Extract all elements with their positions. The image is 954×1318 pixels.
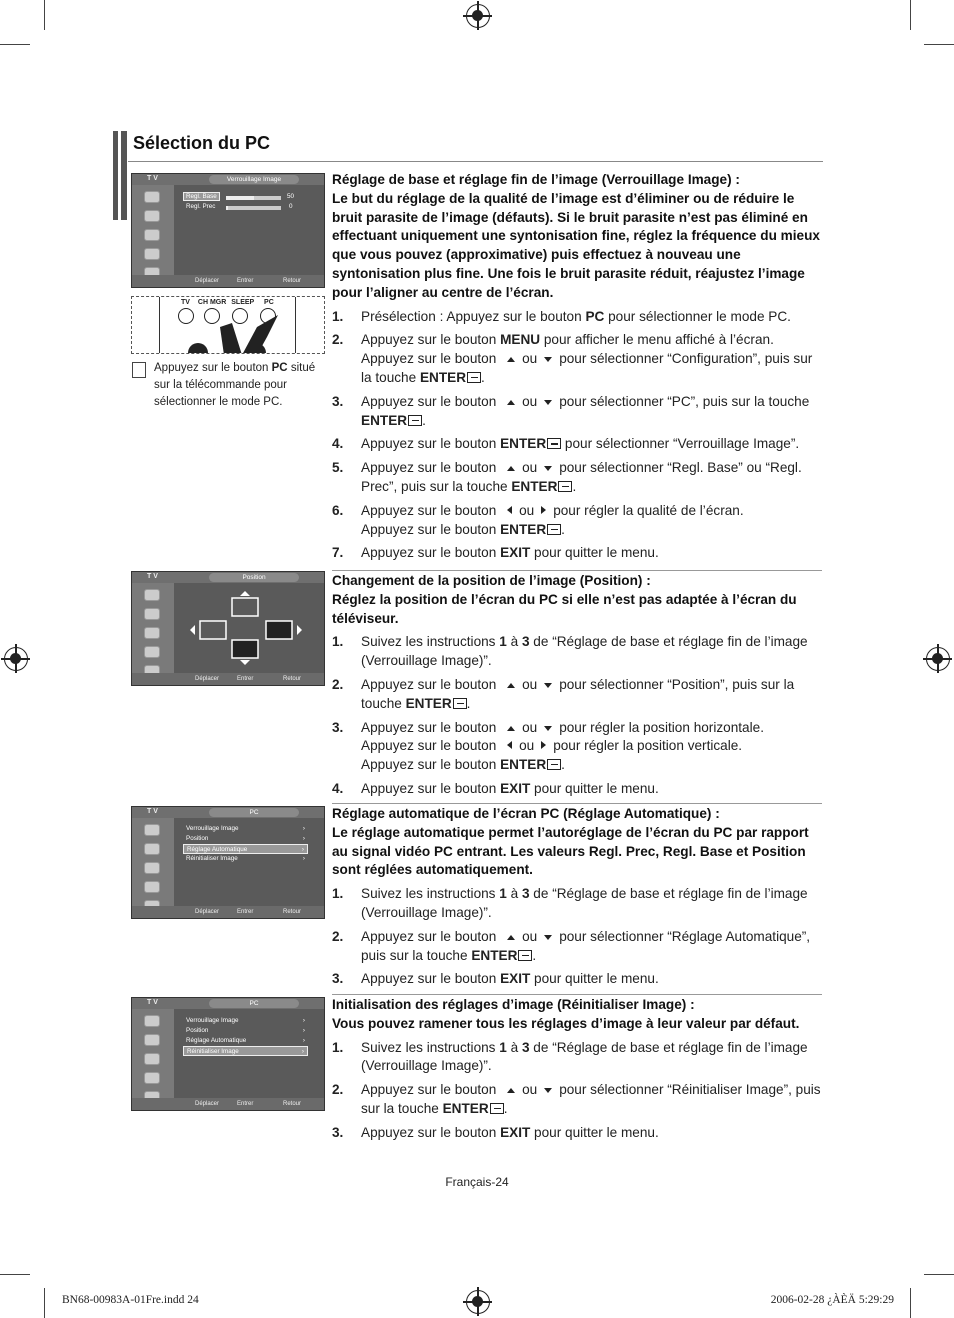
step-key: EXIT [500,780,531,796]
registration-mark-icon [466,1290,490,1314]
step-text: Appuyez sur le bouton [361,780,501,796]
section-heading: Réglage de base et réglage fin de l’image (Verrouillage Image) : [332,172,740,187]
right-arrow-icon [541,741,546,749]
osd-footer-move: Déplacer [195,909,220,915]
picture-icon [144,191,160,203]
step-key: EXIT [500,971,531,987]
setup-icon [144,248,160,260]
picture-icon [144,589,160,601]
osd-footer [132,906,324,918]
up-arrow-icon [507,726,515,731]
sound-icon [144,843,160,855]
step-text: de “Réglage de base et réglage fin de l’image (Verrouillage Image)”. [361,634,808,669]
step-text: pour sélectionner “Verrouillage Image”. [561,436,800,452]
section-intro: Réglez la position de l’écran du PC si elle n’est pas adaptée à l’écran du téléviseur. [332,591,797,626]
setup-icon [144,881,160,893]
osd-menu-item: Réinitialiser Image › [183,854,308,864]
osd-footer-back: Retour [283,676,302,682]
step-text: Appuyez sur le bouton [361,332,501,348]
section-position [332,572,822,799]
step [332,633,822,671]
step [332,970,822,989]
osd-sidebar [132,185,174,275]
step-key: EXIT [500,1124,531,1140]
step-key: 1 [499,1039,507,1055]
down-arrow-icon [544,357,552,362]
osd-footer-move: Déplacer [195,676,220,682]
step: 2. Appuyez sur le bouton ou pour sélectionner “Position”, puis sur la touche ENTER . [332,676,795,711]
picture-icon [144,824,160,836]
step-text: pour sélectionner “Réinitialiser Image”, puis sur la touche [361,1082,821,1116]
section-divider [332,994,822,995]
step-text: Appuyez sur le bouton [361,545,501,561]
step-text: Appuyez sur le bouton [361,436,501,452]
channel-icon [144,627,160,639]
remote-label-chmgr: CH MGR [197,299,227,306]
osd-slider-track [226,196,281,200]
step-text: ou [522,928,538,944]
step-number: 2. [332,928,344,944]
step [332,780,822,799]
down-arrow-icon [544,400,552,405]
section-divider [332,570,822,571]
step-text: pour sélectionner “PC”, puis sur la touche [559,393,810,409]
osd-footer-back: Retour [283,278,302,284]
step-text: Appuyez sur le bouton [361,928,501,944]
step-text: Suivez les instructions [361,886,500,902]
osd-footer-move: Déplacer [195,278,220,284]
section-intro: Le réglage automatique permet l’autoréglage de l’écran du PC par rapport au signal vidéo PC entrant. Les valeurs Regl. Prec, Regl. Base et Position sont réglées automatiquement. [332,824,809,878]
step-text: pour quitter le menu. [530,971,659,987]
osd-sidebar [132,1009,174,1098]
step-text: de “Réglage de base et réglage fin de l’image (Verrouillage Image)”. [361,1039,808,1074]
step-text: pour sélectionner “Position”, puis sur la touche [361,676,795,711]
note-text-post: situé sur la télécommande pour sélectionner le mode PC. [154,362,316,408]
step-text: pour sélectionner “Configuration”, puis sur la touche [361,351,813,385]
step-text: pour régler la position verticale. [553,738,743,754]
step-key: ENTER [511,478,558,494]
step-number: 1. [332,1039,344,1055]
osd-footer [132,275,324,287]
step-number: 1. [332,308,344,324]
osd-footer-enter: Entrer [237,278,254,284]
step-key: PC [585,308,605,324]
step-text: Appuyez sur le bouton [361,393,501,409]
crop-mark [0,44,30,45]
step-number: 2. [332,1082,344,1098]
step-key: 1 [499,634,507,650]
step-key: ENTER [500,521,547,537]
step-text: pour sélectionner le mode PC. [604,308,791,324]
section-heading: Changement de la position de l’image (Position) : [332,573,651,588]
step: 6. Appuyez sur le bouton ou pour régler la qualité de l’écran. Appuyez sur le bouton ENTER . [332,502,744,537]
osd-sidebar [132,818,174,906]
step [332,1124,822,1143]
step [332,544,822,563]
osd-menu-item-selected: Réglage Automatique › [183,844,308,854]
enter-icon [547,759,561,770]
step-text: ou [522,460,538,476]
step-text: Suivez les instructions [361,634,500,650]
step-text: pour régler la qualité de l’écran. [553,502,744,518]
sound-icon [144,1034,160,1046]
setup-icon [144,646,160,658]
step-text: Suivez les instructions [361,1039,500,1055]
step: 2. Appuyez sur le bouton ou pour sélectionner “Réglage Automatique”, puis sur la touche ENTER . [332,928,811,963]
section-intro: Vous pouvez ramener tous les réglages d’image à leur valeur par défaut. [332,1015,800,1031]
up-arrow-icon [507,466,515,471]
remote-label-tv: TV [181,299,190,306]
step-key: ENTER [442,1100,489,1116]
step: 5. Appuyez sur le bouton ou pour sélectionner “Regl. Base” ou “Regl. Prec”, puis sur la touche ENTER . [332,460,802,494]
note-pc-button [132,360,326,411]
registration-mark-icon [466,4,490,28]
section-auto-adjust [332,805,822,989]
left-arrow-icon [507,506,512,514]
enter-icon [558,481,572,492]
step-text: ou [522,1082,538,1098]
step: 3. Appuyez sur le bouton ou pour régler la position horizontale. Appuyez sur le bouton ou pour régler la position verticale. Appuyez sur le bouton ENTER . [332,719,764,773]
section-reset [332,996,822,1143]
down-arrow-icon [544,683,552,688]
channel-icon [144,229,160,241]
step-text: Appuyez sur le bouton [361,738,501,754]
step-text: ou [522,351,538,367]
step-key: ENTER [500,436,547,452]
osd-menu-item: Verrouillage Image › [183,1016,308,1026]
section-heading: Initialisation des réglages d’image (Réinitialiser Image) : [332,997,695,1012]
osd-title: PC [209,808,299,817]
osd-screen-position [131,571,325,686]
print-date-info: 2006-02-28 ¿ÀÈÄ 5:29:29 [770,1294,894,1306]
step-key: ENTER [419,369,467,385]
step-text: Présélection : Appuyez sur le bouton [361,308,586,324]
step-text: pour quitter le menu. [530,780,659,796]
osd-menu-item: Position › [183,834,308,844]
osd-title: Verrouillage Image [209,175,299,184]
step-key: ENTER [405,695,452,711]
page-title: Sélection du PC [133,133,271,153]
step [332,435,822,454]
up-arrow-icon [507,935,515,940]
page-number: Français-24 [445,1175,509,1189]
osd-menu [183,1016,308,1056]
step-text: ou [519,738,535,754]
step-text: à [506,1039,522,1055]
step-text: Appuyez sur le bouton [361,1082,501,1098]
up-arrow-icon [507,357,515,362]
osd-slider-value: 0 [289,203,293,210]
osd-slider-row [183,203,308,213]
osd-menu-item: Réglage Automatique › [183,1036,308,1046]
step-number: 5. [332,460,344,476]
enter-icon [490,1103,504,1114]
enter-icon [547,438,561,449]
step-text: pour afficher le menu affiché à l’écran. [540,332,774,348]
enter-icon [453,698,467,709]
osd-title: Position [209,573,299,582]
down-arrow-icon [544,726,552,731]
remote-label-pc: PC [264,299,274,306]
channel-icon [144,1053,160,1065]
step-text: Appuyez sur le bouton [361,351,501,367]
step-text: à [506,886,522,902]
right-arrow-icon [541,506,546,514]
step-number: 2. [332,676,344,692]
step-text: Appuyez sur le bouton [361,971,501,987]
step-key: ENTER [471,947,518,963]
channel-icon [144,862,160,874]
step-text: Appuyez sur le bouton [361,502,501,518]
setup-icon [144,1072,160,1084]
osd-screen-pc-reset [131,997,325,1111]
step-key: MENU [500,332,541,348]
step: 2. Appuyez sur le bouton ou pour sélectionner “Réinitialiser Image”, puis sur la touche ENTER . [332,1082,821,1116]
step-key: ENTER [500,757,547,773]
step-text: ou [522,719,538,735]
step-number: 3. [332,719,344,735]
osd-footer [132,1098,324,1110]
step-text: pour régler la position horizontale. [559,719,764,735]
section-intro: Le but du réglage de la qualité de l’image est d’éliminer ou de réduire le bruit parasite de l’image (défauts). Si le bruit parasite n’est pas éliminé en effectuant uniquement une syntonisation fine, réglez la fréquence du mieux que vous pouvez (approximative) puis effectuez à nouveau une syntonisation plus fine. Une fois le bruit parasite réduit, réajustez l’image pour l’aligner au centre de l’écran. [332,190,820,300]
down-arrow-icon [544,935,552,940]
up-arrow-icon [507,1088,515,1093]
osd-title-bar [132,998,324,1009]
step-text: Appuyez sur le bouton [361,676,501,692]
enter-icon [547,524,561,535]
step-text: pour sélectionner “Regl. Base” ou “Regl. Prec”, puis sur la touche [361,460,802,494]
remote-label-sleep: SLEEP [231,299,255,306]
up-arrow-icon [507,683,515,688]
step-number: 4. [332,780,344,796]
down-arrow-icon [544,466,552,471]
section-verrouillage [332,171,822,563]
step-text: Appuyez sur le bouton [361,757,501,773]
sound-icon [144,210,160,222]
osd-tv-label: T V [147,573,158,580]
osd-menu-item-selected: Réinitialiser Image › [183,1046,308,1056]
osd-title-bar [132,807,324,818]
picture-icon [144,1015,160,1027]
osd-footer-move: Déplacer [195,1101,220,1107]
osd-sidebar [132,583,174,673]
step-number: 1. [332,634,344,650]
crop-mark [924,1274,954,1275]
osd-slider-track [226,206,281,210]
step [332,885,822,923]
osd-menu [183,824,308,864]
note-text-bold: PC [271,362,288,374]
left-arrow-icon [507,741,512,749]
osd-screen-pc-auto [131,806,325,919]
step-number: 6. [332,502,344,518]
position-arrows-diagram [176,585,326,675]
step-number: 4. [332,436,344,452]
step-text: pour quitter le menu. [530,1124,659,1140]
step [332,1039,822,1077]
osd-footer-enter: Entrer [237,676,254,682]
osd-menu-item: Verrouillage Image › [183,824,308,834]
crop-mark [910,1288,911,1318]
step-text: pour quitter le menu. [530,545,659,561]
step-text: Appuyez sur le bouton [361,460,501,476]
hand-pointer-icon [132,297,325,354]
step-text: pour sélectionner “Réglage Automatique”, puis sur la touche [361,928,811,963]
step-key: 3 [521,1039,530,1055]
step-key: ENTER [361,412,408,428]
title-side-bar [113,131,127,220]
osd-footer [132,673,324,685]
step-text: de “Réglage de base et réglage fin de l’image (Verrouillage Image)”. [361,886,808,920]
section-divider [332,803,822,804]
osd-slider-label: Regl. Base [183,192,220,201]
crop-mark [44,0,45,30]
step-key: 1 [499,886,507,902]
crop-mark [924,44,954,45]
crop-mark [0,1274,30,1275]
osd-title-bar [132,174,324,185]
step: 2. Appuyez sur le bouton MENU pour afficher le menu affiché à l’écran. Appuyez sur le bouton ou pour sélectionner “Configuration”, puis sur la touche ENTER . [332,332,813,385]
step-number: 3. [332,971,344,987]
step-text: Appuyez sur le bouton [361,719,501,735]
step [332,308,822,327]
step: 3. Appuyez sur le bouton ou pour sélectionner “PC”, puis sur la touche ENTER . [332,393,810,428]
step-number: 2. [332,332,344,348]
title-rule [128,161,823,162]
osd-footer-enter: Entrer [237,1101,254,1107]
osd-slider-row [183,193,308,203]
step-text: Appuyez sur le bouton [361,1124,501,1140]
step-key: 3 [521,886,530,902]
step-number: 3. [332,1124,344,1140]
osd-tv-label: T V [147,808,158,815]
note-icon [132,362,146,378]
note-text-pre: Appuyez sur le bouton [154,362,272,374]
step-key: EXIT [500,545,531,561]
step-text: ou [519,502,535,518]
step-number: 3. [332,393,344,409]
sound-icon [144,608,160,620]
osd-screen-verrouillage [131,173,325,288]
up-arrow-icon [507,400,515,405]
step-text: à [506,634,522,650]
enter-icon [518,950,532,961]
step-text: ou [522,676,538,692]
crop-mark [910,0,911,30]
step-key: 3 [521,634,530,650]
section-heading: Réglage automatique de l’écran PC (Réglage Automatique) : [332,806,720,821]
step-number: 1. [332,886,344,902]
step-text: ou [522,393,538,409]
registration-mark-icon [926,647,950,671]
osd-footer-enter: Entrer [237,909,254,915]
osd-title: PC [209,999,299,1008]
osd-title-bar [132,572,324,583]
osd-slider-label: Regl. Prec [186,203,216,210]
osd-tv-label: T V [147,999,158,1006]
osd-menu-item: Position › [183,1026,308,1036]
crop-mark [44,1288,45,1318]
remote-control-illustration [131,296,325,354]
step-number: 7. [332,545,344,561]
step-text: Appuyez sur le bouton [361,521,501,537]
osd-tv-label: T V [147,175,158,182]
enter-icon [467,372,481,383]
registration-mark-icon [4,647,28,671]
osd-footer-back: Retour [283,1101,302,1107]
osd-footer-back: Retour [283,909,302,915]
osd-slider-value: 50 [287,193,295,200]
enter-icon [408,415,422,426]
print-file-info: BN68-00983A-01Fre.indd 24 [62,1294,199,1306]
down-arrow-icon [544,1088,552,1093]
